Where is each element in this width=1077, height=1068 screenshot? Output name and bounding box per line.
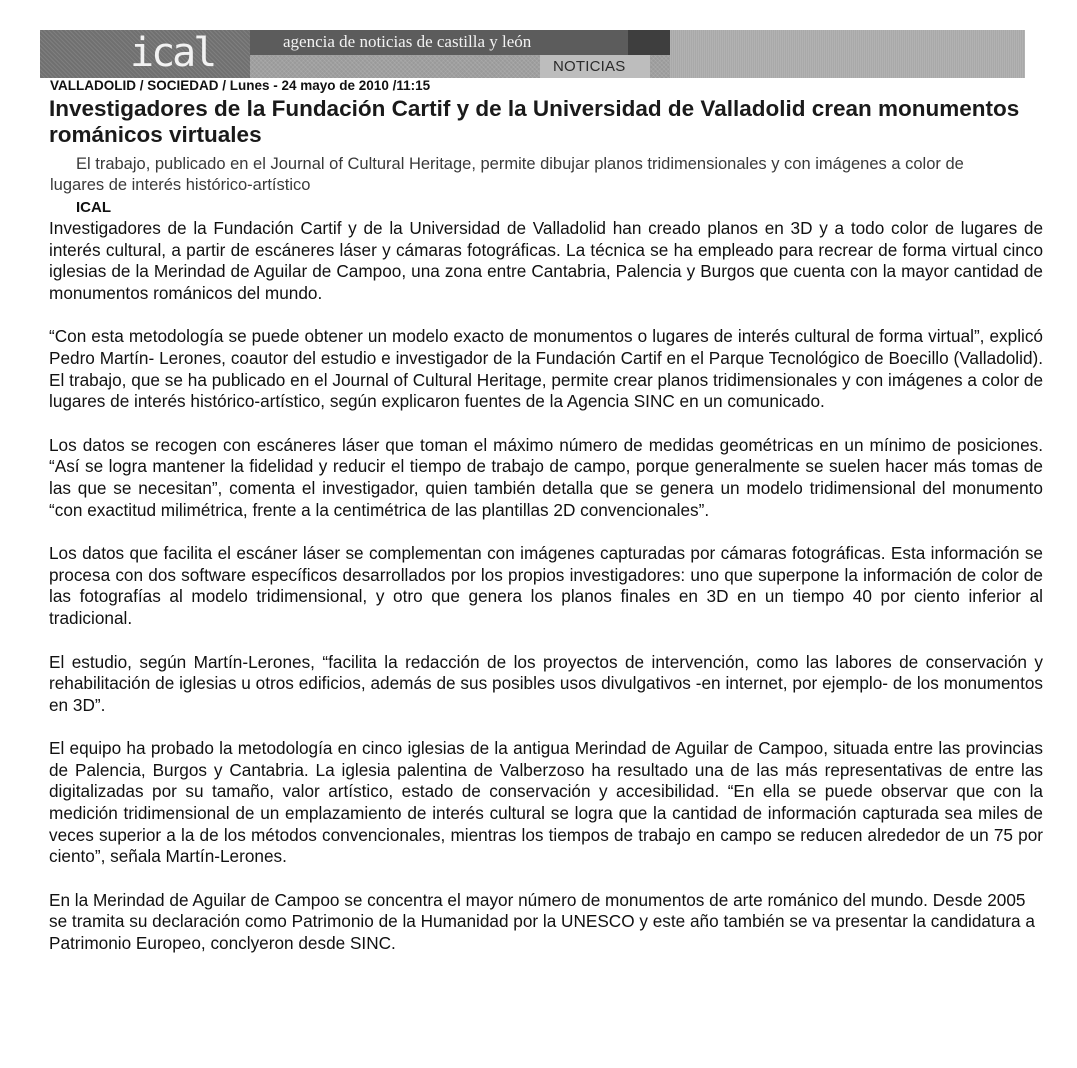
agency-tagline: agencia de noticias de castilla y león	[283, 32, 532, 51]
masthead-dark-cap	[628, 30, 670, 55]
article-body	[49, 218, 1043, 977]
dateline: VALLADOLID / SOCIEDAD / Lunes - 24 mayo de 2010 /11:15	[50, 78, 431, 93]
body-paragraph: Los datos se recogen con escáneres láser que toman el máximo número de medidas geométricas en un mínimo de posiciones. “Así se logra mantener la fidelidad y reducir el tiempo de trabajo de campo, porque generalmente se suelen hacer más tomas de las que se necesitan”, comenta el investigador, quien también detalla que se genera un modelo tridimensional del monumento “con exactitud milimétrica, frente a la centimétrica de las plantillas 2D convencionales”.	[49, 434, 1043, 520]
byline: ICAL	[76, 199, 111, 216]
body-paragraph: Investigadores de la Fundación Cartif y de la Universidad de Valladolid han creado planos en 3D y a todo color de lugares de interés cultural, a partir de escáneres láser y cámaras fotográficas. La técnica se ha empleado para recrear de forma virtual cinco iglesias de la Merindad de Aguilar de Campoo, una zona entre Cantabria, Palencia y Burgos que cuenta con la mayor cantidad de monumentos románicos del mundo.	[49, 218, 1043, 303]
logo-box	[40, 30, 250, 78]
body-paragraph: En la Merindad de Aguilar de Campoo se concentra el mayor número de monumentos de arte románico del mundo. Desde 2005 se tramita su declaración como Patrimonio de la Humanidad por la UNESCO y este año también se va presentar la candidatura a Patrimonio Europeo, conclyeron desde SINC.	[49, 889, 1035, 954]
body-paragraph: “Con esta metodología se puede obtener un modelo exacto de monumentos o lugares de interés cultural de forma virtual”, explicó Pedro Martín- Lerones, coautor del estudio e investigador de la Fundación Cartif en el Parque Tecnológico de Boecillo (Valladolid). El trabajo, que se ha publicado en el Journal of Cultural Heritage, permite crear planos tridimensionales y con imágenes a color de lugares de interés histórico-artístico, según explicaron fuentes de la Agencia SINC en un comunicado.	[49, 326, 1043, 412]
section-label: NOTICIAS	[553, 58, 626, 75]
masthead-pattern	[670, 30, 1025, 78]
body-paragraph: El estudio, según Martín-Lerones, “facilita la redacción de los proyectos de intervención, como las labores de conservación y rehabilitación de iglesias u otros edificios, además de sus posibles usos divulgativos -en internet, por ejemplo- de los monumentos en 3D”.	[49, 651, 1043, 715]
article-headline: Investigadores de la Fundación Cartif y de la Universidad de Valladolid crean monumentos románicos virtuales	[49, 96, 1020, 147]
masthead-banner	[40, 30, 1025, 78]
body-paragraph: El equipo ha probado la metodología en cinco iglesias de la antigua Merindad de Aguilar de Campoo, situada entre las provincias de Palencia, Burgos y Cantabria. La iglesia palentina de Valberzoso ha resultado una de las más representativas de entre las digitalizadas por su tamaño, valor artístico, estado de conservación y accesibilidad. “En ella se puede observar que con la medición tridimensional de un emplazamiento de interés cultural se logra que la cantidad de información capturada sea miles de veces superior a la de los métodos convencionales, mientras los tiempos de trabajo en campo se reducen alrededor de un 75 por ciento”, señala Martín-Lerones.	[49, 738, 1043, 867]
article-subheadline: El trabajo, publicado en el Journal of Cultural Heritage, permite dibujar planos tridimensionales y con imágenes a color de lugares de interés histórico-artístico	[50, 155, 964, 194]
ical-logo: ical	[130, 30, 215, 76]
body-paragraph: Los datos que facilita el escáner láser se complementan con imágenes capturadas por cámaras fotográficas. Esta información se procesa con dos software específicos desarrollados por los propios investigadores: uno que superpone la información de color de las fotografías al modelo tridimensional, y otro que genera los planos finales en 3D en un tiempo 40 por ciento inferior al tradicional.	[49, 543, 1043, 628]
